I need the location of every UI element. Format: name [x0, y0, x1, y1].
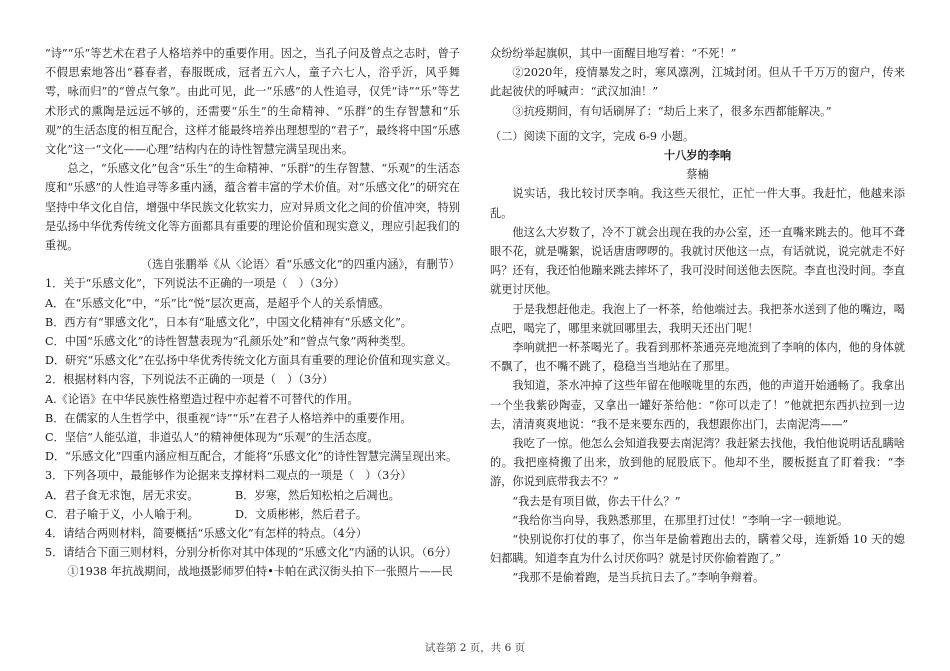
- story-author: 蔡楠: [686, 168, 709, 182]
- question-2-option-a: A.《论语》在中华民族性格塑造过程中亦起着不可替代的作用。: [45, 392, 359, 406]
- question-3-options-row: [45, 505, 460, 524]
- page-footer: 试卷第 2 页，共 6 页: [424, 642, 526, 654]
- question-2-stem: 2．根据材料内容，下列说法不正确的一项是（ ）（3分）: [45, 373, 334, 387]
- question-1-option-d: D．研究“乐感文化”在弘扬中华优秀传统文化方面具有重要的理论价值和现实意义。: [45, 354, 457, 368]
- question-5-item-2: ②2020年，疫情暴发之时，寒风凛冽，江城封闭。但从千千万万的窗户，传来此起彼伏的呼喊声：“武汉加油！”: [490, 66, 905, 99]
- question-5-item-3: ③抗疫期间，有句话刷屏了：“劫后上来了，很多东西都能解决。”: [512, 104, 832, 118]
- question-3-option-c: C．君子喻于义，小人喻于利。: [45, 507, 199, 521]
- passage-paragraph: “诗”“乐”等艺术在君子人格培养中的重要作用。因之，当孔子问及曾点之志时，曾子不假思索地答出“暮春者，春服既成，冠者五六人，童子六七人，浴乎沂，风乎舞雩，咏而归”的“曾点气象”。由此可见，此一“乐感”的人性追寻，仅凭“诗”“乐”等艺术形式的熏陶是远远不够的，还需要“乐生”的生命精神、“乐群”的生存智慧和“乐观”的生活态度的相互配合，这样才能最终培养出理想型的“君子”，最终将中国“乐感文化”这一“文化——心理”结构内在的诗性智慧完满呈现出来。: [45, 47, 460, 157]
- question-3-option-a: A．君子食无求饱，居无求安。: [45, 488, 199, 502]
- story-paragraph: “我给你当向导，我熟悉那里，在那里打过仗！”李响一字一顿地说。: [512, 513, 849, 527]
- question-2-option-c: C．坚信“人能弘道，非道弘人”的精神便体现为“乐观”的生活态度。: [45, 431, 379, 445]
- section-heading: （二）阅读下面的文字，完成 6-9 小题。: [490, 129, 695, 143]
- question-1-stem: 1．关于“乐感文化”，下列说法不正确的一项是（ ）（3分）: [45, 277, 345, 291]
- story-paragraph: 我知道，茶水冲掉了这些年留在他喉咙里的东西，他的声道开始通畅了。我拿出一个坐我紫砂陶壶，又拿出一罐好茶给他：“你可以走了！”他就把东西扒拉到一边去，清清爽爽地说：“我不是来要东西的，我想跟你出门，去南泥湾——”: [490, 379, 905, 431]
- story-paragraph: 说实话，我比较讨厌李响。我这些天很忙，正忙一件大事。我赶忙，他越来添乱。: [490, 187, 905, 220]
- story-paragraph: 李响就把一杯茶喝光了。我看到那杯茶通亮亮地流到了李响的体内，他的身体就不飘了，也不嘴不跳了，稳稳当当地站在了那里。: [490, 341, 905, 374]
- story-paragraph: 于是我想赶他走。我泡上了一杯茶，给他端过去。我把茶水送到了他的嘴边，喝点吧，喝完了，哪里来就回哪里去，我明天还出门呢！: [490, 302, 905, 335]
- question-3-stem: 3．下列各项中，最能够作为论据来支撑材料二观点的一项是（ ）（3分）: [45, 469, 412, 483]
- story-paragraph: 我吃了一惊。他怎么会知道我要去南泥湾？我赶紧去找他，我怕他说明话乱瞒啥的。我把座椅搬了出来，放到他的屁股底下。他却不坐，腰板挺直了盯着我：“李游，你说到底带我去不？”: [490, 437, 905, 489]
- question-3-option-d: D．文质彬彬，然后君子。: [235, 507, 368, 521]
- question-1-option-c: C．中国“乐感文化”的诗性智慧表现为“孔颜乐处”和“曾点气象”两种类型。: [45, 335, 413, 349]
- story-paragraph: “我去是有项目做，你去干什么？”: [512, 494, 681, 508]
- story-paragraph: “我那不是偷着跑，是当兵抗日去了。”李响争辩着。: [512, 571, 765, 585]
- question-3-option-b: B．岁寒，然后知松柏之后凋也。: [235, 488, 400, 502]
- question-5-item-1: ①1938 年抗战期间，战地摄影师罗伯特•卡帕在武汉街头拍下一张照片——民: [67, 565, 453, 579]
- source-citation: （选自张鹏举《从〈论语〉看“乐感文化”的四重内涵》，有删节）: [140, 258, 460, 272]
- left-column: [45, 44, 460, 582]
- question-2-option-d: D．“乐感文化”四重内涵应相互配合，才能将“乐感文化”的诗性智慧完满呈现出来。: [45, 450, 458, 464]
- question-3-options-row: [45, 486, 460, 505]
- question-1-option-b: B．西方有“罪感文化”，日本有“耻感文化”，中国文化精神有“乐感文化”。: [45, 315, 412, 329]
- question-2-option-b: B．在儒家的人生哲学中，很重视“诗”“乐”在君子人格培养中的重要作用。: [45, 411, 412, 425]
- question-4: 4．请结合两则材料，简要概括“乐感文化”有怎样的特点。（4分）: [45, 527, 368, 541]
- story-title: 十八岁的李响: [663, 148, 732, 163]
- right-column: [490, 44, 905, 588]
- question-1-option-a: A．在“乐感文化”中，“乐”比“悦”层次更高，是超乎个人的关系情感。: [45, 296, 390, 310]
- passage-paragraph: 总之，“乐感文化”包含“乐生”的生命精神、“乐群”的生存智慧、“乐观”的生活态度和“乐感”的人性追寻等多重内涵，蕴含着丰富的学术价值。对“乐感文化”的研究在坚持中华文化自信，增强中华民族文化软实力，应对异质文化之间的价值冲突，特别是弘扬中华优秀传统文化等方面都具有重要的理论价值和现实意义，理应引起我们的重视。: [45, 162, 460, 253]
- story-paragraph: 他这么大岁数了，冷不丁就会出现在我的办公室，还一直嘴来跳去的。他耳不聋眼不花，就是嘴絮，说话唐唐啰啰的。我就讨厌他这一点，有话就说，说完就走不好吗？还有，我还怕他蹦来跳去摔坏了，我可没时间送他去医院。李直也没时间。李直就更讨厌他。: [490, 225, 905, 297]
- question-5-item-1-continued: 众纷纷举起旗帜，其中一面醒目地写着：“不死！”: [490, 47, 737, 60]
- story-paragraph: “快别说你打仗的事了，你当年是偷着跑出去的，瞒着父母，连新婚 10 天的媳妇都瞒。知道李直为什么讨厌你吗？就是讨厌你偷着跑了。”: [490, 533, 905, 566]
- question-5: 5．请结合下面三则材料，分别分析你对其中体现的“乐感文化”内涵的认识。（6分）: [45, 546, 457, 560]
